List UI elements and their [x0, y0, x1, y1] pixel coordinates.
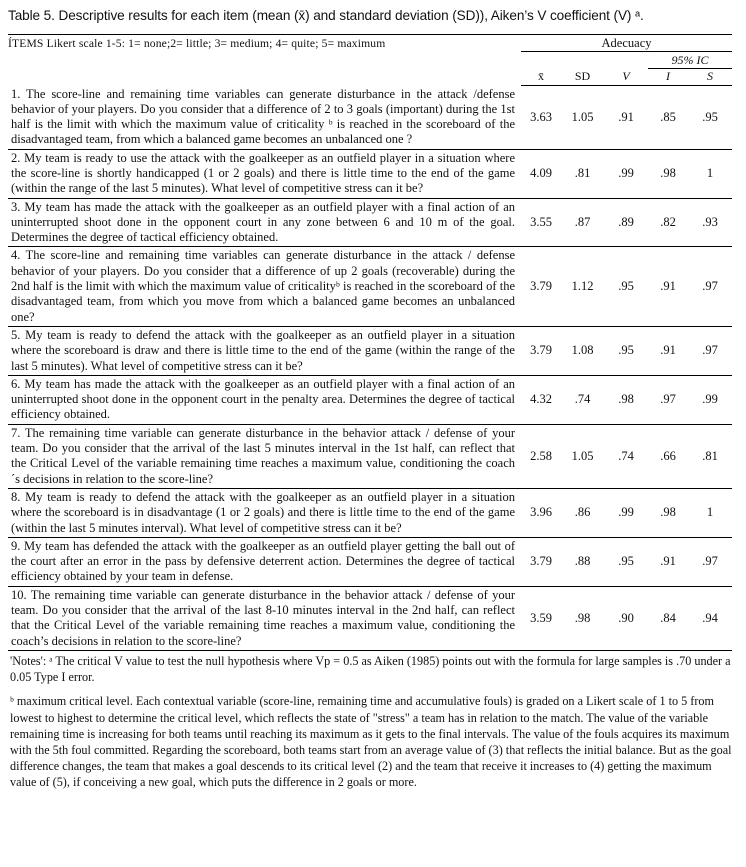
item-text: 2. My team is ready to use the attack with the goalkeeper as an outfield player in a situation where the score-line is shortly handicapped (1 or 2 goals) and there is little time to the end of the game (within the range of the last 5 minutes). What level of competitive stress can it be?: [8, 149, 521, 198]
item-text: 9. My team has defended the attack with the goalkeeper as an outfield player getting the ball out of the court after an error in the pass by defensive deterrent action. Determines the degree of tactical efficiency obtained by your team in defense.: [8, 537, 521, 586]
item-text: 3. My team has made the attack with the goalkeeper as an outfield player with a final action of an uninterrupted shoot done in the opponent court in any zone between 6 and 10 m of the goal. Determines the degree of tactical efficiency obtained.: [8, 198, 521, 247]
adecuacy-header: Adecuacy: [521, 35, 732, 52]
item-text: 4. The score-line and remaining time variables can generate disturbance in the attack / defense behavior of your players. Do you consider that a difference of up 2 goals (recoverable) during the 2nd half is the limit with which the maximum value of criticalityᵇ is reached in the scoreboard of the disadvantaged team, from which you move from which a balanced game becomes an unbalanced one?: [8, 247, 521, 326]
sd-header: SD: [561, 69, 604, 86]
descriptive-results-table: [8, 34, 732, 651]
ci-upper-value: 1: [688, 149, 732, 198]
table-row: [8, 247, 732, 326]
table-row: [8, 424, 732, 488]
ci-upper-value: .81: [688, 424, 732, 488]
mean-value: 3.79: [521, 247, 561, 326]
sd-value: .74: [561, 375, 604, 424]
ci-lower-value: .97: [648, 375, 688, 424]
ci-lower-value: .85: [648, 86, 688, 150]
mean-header: x̄: [521, 69, 561, 86]
item-text: 8. My team is ready to defend the attack with the goalkeeper as an outfield player in a situation where the scoreboard is in disadvantage (1 or 2 goals) and there is little time to the end of the game (within the last 5 minutes interval). What level of competitive stress can it be?: [8, 488, 521, 537]
v-header: V: [604, 69, 648, 86]
mean-value: 3.55: [521, 198, 561, 247]
sd-value: .81: [561, 149, 604, 198]
sd-value: .87: [561, 198, 604, 247]
item-text: 10. The remaining time variable can generate disturbance in the behavior attack / defense of your team. Do you consider that the arrival of the last 8-10 minutes interval in the 2nd half, can reflect that the Critical Level of the variable remaining time reaches a maximum value, conditioning the coach’s decisions in relation to the score-line?: [8, 586, 521, 650]
v-value: .91: [604, 86, 648, 150]
v-value: .95: [604, 537, 648, 586]
ci-upper-value: .94: [688, 586, 732, 650]
mean-value: 3.63: [521, 86, 561, 150]
i-header: I: [648, 69, 688, 86]
v-value: .90: [604, 586, 648, 650]
v-value: .74: [604, 424, 648, 488]
sd-value: 1.12: [561, 247, 604, 326]
sd-value: .88: [561, 537, 604, 586]
ci-lower-value: .98: [648, 149, 688, 198]
ci-lower-value: .84: [648, 586, 688, 650]
sd-value: .98: [561, 586, 604, 650]
ci-lower-value: .91: [648, 247, 688, 326]
table-row: [8, 537, 732, 586]
ci-upper-value: .97: [688, 247, 732, 326]
mean-value: 3.79: [521, 326, 561, 375]
table-caption: Table 5. Descriptive results for each item (mean (x̄) and standard deviation (SD)), Aiken’s V coefficient (V) ᵃ.: [8, 8, 644, 23]
ci-lower-value: .98: [648, 488, 688, 537]
table-page: [8, 6, 740, 791]
table-row: [8, 375, 732, 424]
mean-value: 3.96: [521, 488, 561, 537]
mean-value: 4.32: [521, 375, 561, 424]
v-value: .99: [604, 149, 648, 198]
v-value: .95: [604, 326, 648, 375]
table-row: [8, 488, 732, 537]
table-notes: [8, 651, 740, 791]
note-b: ᵇ maximum critical level. Each contextual variable (score-line, remaining time and accumulative fouls) is graded on a Likert scale of 1 to 5 from lowest to highest to determine the critical level, which reflects the state of "stress" a team has in relation to the match. The value of the variable remaining time is increasing for both teams until reaching its maximum as it gets to the final intervals. The value of the fouls acquires its maximum with the 5th foul committed. Regarding the scoreboard, both teams start from an average value of (3) that reflects the initial balance. But as the goal difference changes, the team that makes a goal descends to its critical level (2) and the team that receive it increases to (4) getting the maximum value of (5), if conceiving a new goal, which puts the difference in 2 goals or more.: [10, 694, 732, 790]
v-value: .89: [604, 198, 648, 247]
table-row: [8, 586, 732, 650]
note-a: 'Notes': ᵃ The critical V value to test the null hypothesis where Vp = 0.5 as Aiken (1985) points out with the formula for large samples is .70 under a 0.05 Type I error.: [10, 653, 731, 685]
sd-value: 1.08: [561, 326, 604, 375]
s-header: S: [688, 69, 732, 86]
v-value: .95: [604, 247, 648, 326]
ci-upper-value: .97: [688, 326, 732, 375]
item-text: 5. My team is ready to defend the attack with the goalkeeper as an outfield player in a situation where the scoreboard is draw and there is little time to the end of the game (within the range of the last 5 minutes). What level of competitive stress can it be?: [8, 326, 521, 375]
item-text: 6. My team has made the attack with the goalkeeper as an outfield player with a final action of an uninterrupted shoot done in the opponent court in the penalty area. Determines the degree of tactical efficiency obtained.: [8, 375, 521, 424]
sd-value: 1.05: [561, 424, 604, 488]
ci-upper-value: .99: [688, 375, 732, 424]
item-text: 7. The remaining time variable can generate disturbance in the behavior attack / defense of your team. Do you consider that the arrival of the last 5 minutes interval in the 1st half, can reflect that the Critical Level of the variable remaining time reaches a maximum value, conditioning the coach´s decisions in relation to the score-line?: [8, 424, 521, 488]
table-row: [8, 86, 732, 150]
table-row: [8, 149, 732, 198]
sd-value: .86: [561, 488, 604, 537]
table-row: [8, 326, 732, 375]
v-value: .98: [604, 375, 648, 424]
v-value: .99: [604, 488, 648, 537]
items-header: ÍTEMS Likert scale 1-5: 1= none;2= little; 3= medium; 4= quite; 5= maximum: [8, 37, 386, 50]
table-row: [8, 198, 732, 247]
ci-upper-value: 1: [688, 488, 732, 537]
item-text: 1. The score-line and remaining time variables can generate disturbance in the attack /defense behavior of your players. Do you consider that a difference of 2 to 3 goals (important) during the 1st half is the limit with which the maximum value of criticality ᵇ is reached in the scoreboard of the disadvantaged team, from which a balanced game becomes an unbalanced one ?: [8, 86, 521, 150]
sd-value: 1.05: [561, 86, 604, 150]
mean-value: 3.79: [521, 537, 561, 586]
ci-upper-value: .93: [688, 198, 732, 247]
ci-lower-value: .66: [648, 424, 688, 488]
ic-header: 95% IC: [648, 52, 732, 69]
mean-value: 3.59: [521, 586, 561, 650]
ci-upper-value: .97: [688, 537, 732, 586]
ci-lower-value: .91: [648, 537, 688, 586]
mean-value: 2.58: [521, 424, 561, 488]
ci-lower-value: .82: [648, 198, 688, 247]
ci-lower-value: .91: [648, 326, 688, 375]
ci-upper-value: .95: [688, 86, 732, 150]
mean-value: 4.09: [521, 149, 561, 198]
